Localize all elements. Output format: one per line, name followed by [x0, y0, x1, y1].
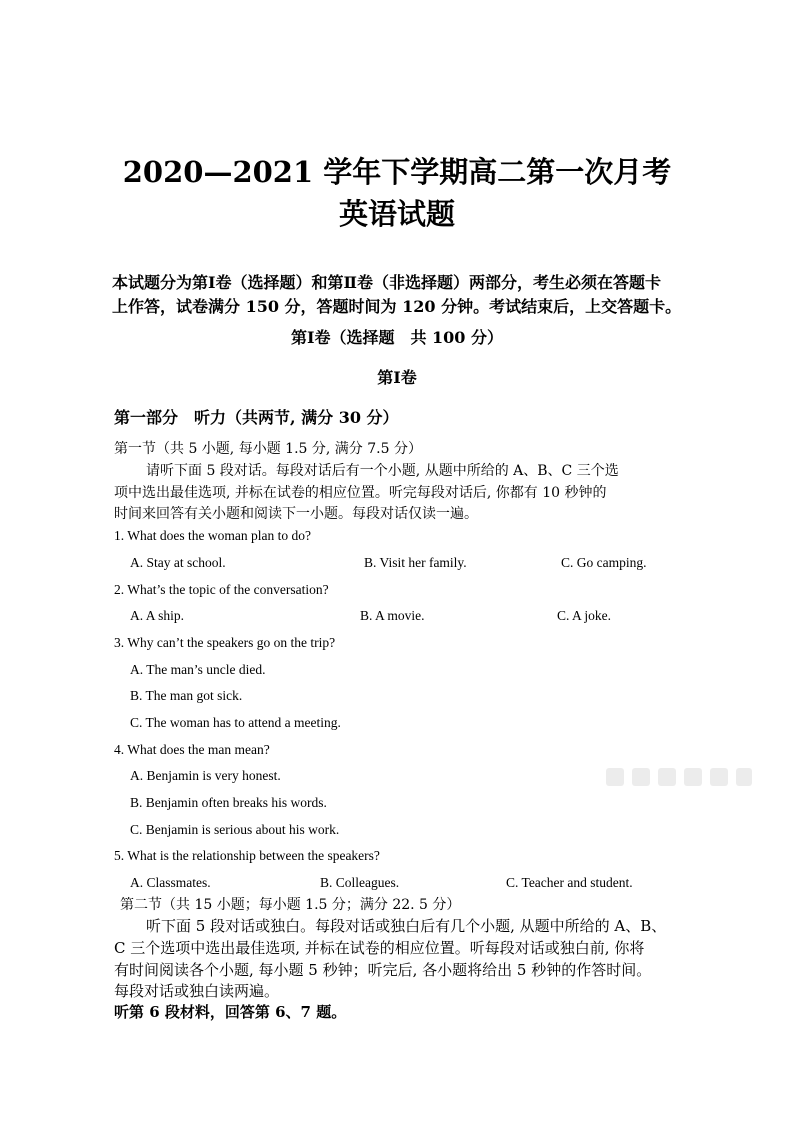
section2-instruction-4: 每段对话或独白读两遍。 [114, 982, 280, 1000]
section1-instruction-1: 请听下面 5 段对话。每段对话后有一个小题, 从题中所给的 A、B、C 三个选 [146, 463, 619, 479]
question-5-option-a: A. Classmates. [130, 875, 211, 890]
intro-line-2: 上作答，试卷满分 150 分，答题时间为 120 分钟。考试结束后，上交答题卡。 [112, 297, 682, 316]
question-4-option-a: A. Benjamin is very honest. [130, 768, 281, 783]
question-1: 1. What does the woman plan to do? [114, 528, 311, 543]
question-4-option-c: C. Benjamin is serious about his work. [130, 822, 340, 837]
question-1-option-a: A. Stay at school. [130, 555, 226, 570]
section1-instruction-2: 项中选出最佳选项, 并标在试卷的相应位置。听完每段对话后, 你都有 10 秒钟的 [114, 485, 607, 501]
question-4-option-b: B. Benjamin often breaks his words. [130, 795, 327, 810]
section1-heading: 第一节（共 5 小题, 每小题 1.5 分, 满分 7.5 分） [114, 441, 422, 457]
question-2-option-b: B. A movie. [360, 608, 425, 623]
part1-heading: 第一部分 听力（共两节, 满分 30 分） [114, 408, 399, 427]
section2-heading: 第二节（共 15 小题；每小题 1.5 分；满分 22. 5 分） [120, 897, 461, 913]
volume-heading: 第Ⅰ卷（选择题 共 100 分） [290, 328, 504, 347]
question-5-option-b: B. Colleagues. [320, 875, 400, 890]
question-5: 5. What is the relationship between the speakers? [114, 848, 380, 863]
exam-subject-title: 英语试题 [338, 197, 455, 231]
section2-instruction-3: 有时间阅读各个小题, 每小题 5 秒钟；听完后, 各小题将给出 5 秒钟的作答时间。 [114, 961, 652, 979]
question-5-option-c: C. Teacher and student. [506, 875, 633, 890]
question-4: 4. What does the man mean? [114, 742, 270, 757]
watermark-mark [604, 762, 754, 792]
question-1-option-b: B. Visit her family. [364, 555, 467, 570]
material-heading: 听第 6 段材料，回答第 6、7 题。 [114, 1003, 347, 1021]
question-3-option-c: C. The woman has to attend a meeting. [130, 715, 341, 730]
section2-instruction-2: C 三个选项中选出最佳选项, 并标在试卷的相应位置。听每段对话或独白前, 你将 [114, 939, 645, 957]
section2-instruction-1: 听下面 5 段对话或独白。每段对话或独白后有几个小题, 从题中所给的 A、B、 [146, 917, 667, 935]
question-3-option-a: A. The man’s uncle died. [130, 662, 266, 677]
question-3-option-b: B. The man got sick. [130, 688, 243, 703]
volume-label: 第Ⅰ卷 [377, 368, 417, 387]
intro-line-1: 本试题分为第Ⅰ卷（选择题）和第Ⅱ卷（非选择题）两部分，考生必须在答题卡 [112, 273, 661, 292]
question-2-option-a: A. A ship. [130, 608, 185, 623]
exam-title: 2020—2021 学年下学期高二第一次月考 [122, 155, 672, 189]
question-3: 3. Why can’t the speakers go on the trip? [114, 635, 336, 650]
question-1-option-c: C. Go camping. [561, 555, 647, 570]
section1-instruction-3: 时间来回答有关小题和阅读下一小题。每段对话仅读一遍。 [114, 506, 478, 522]
question-2: 2. What’s the topic of the conversation? [114, 582, 329, 597]
question-2-option-c: C. A joke. [557, 608, 612, 623]
